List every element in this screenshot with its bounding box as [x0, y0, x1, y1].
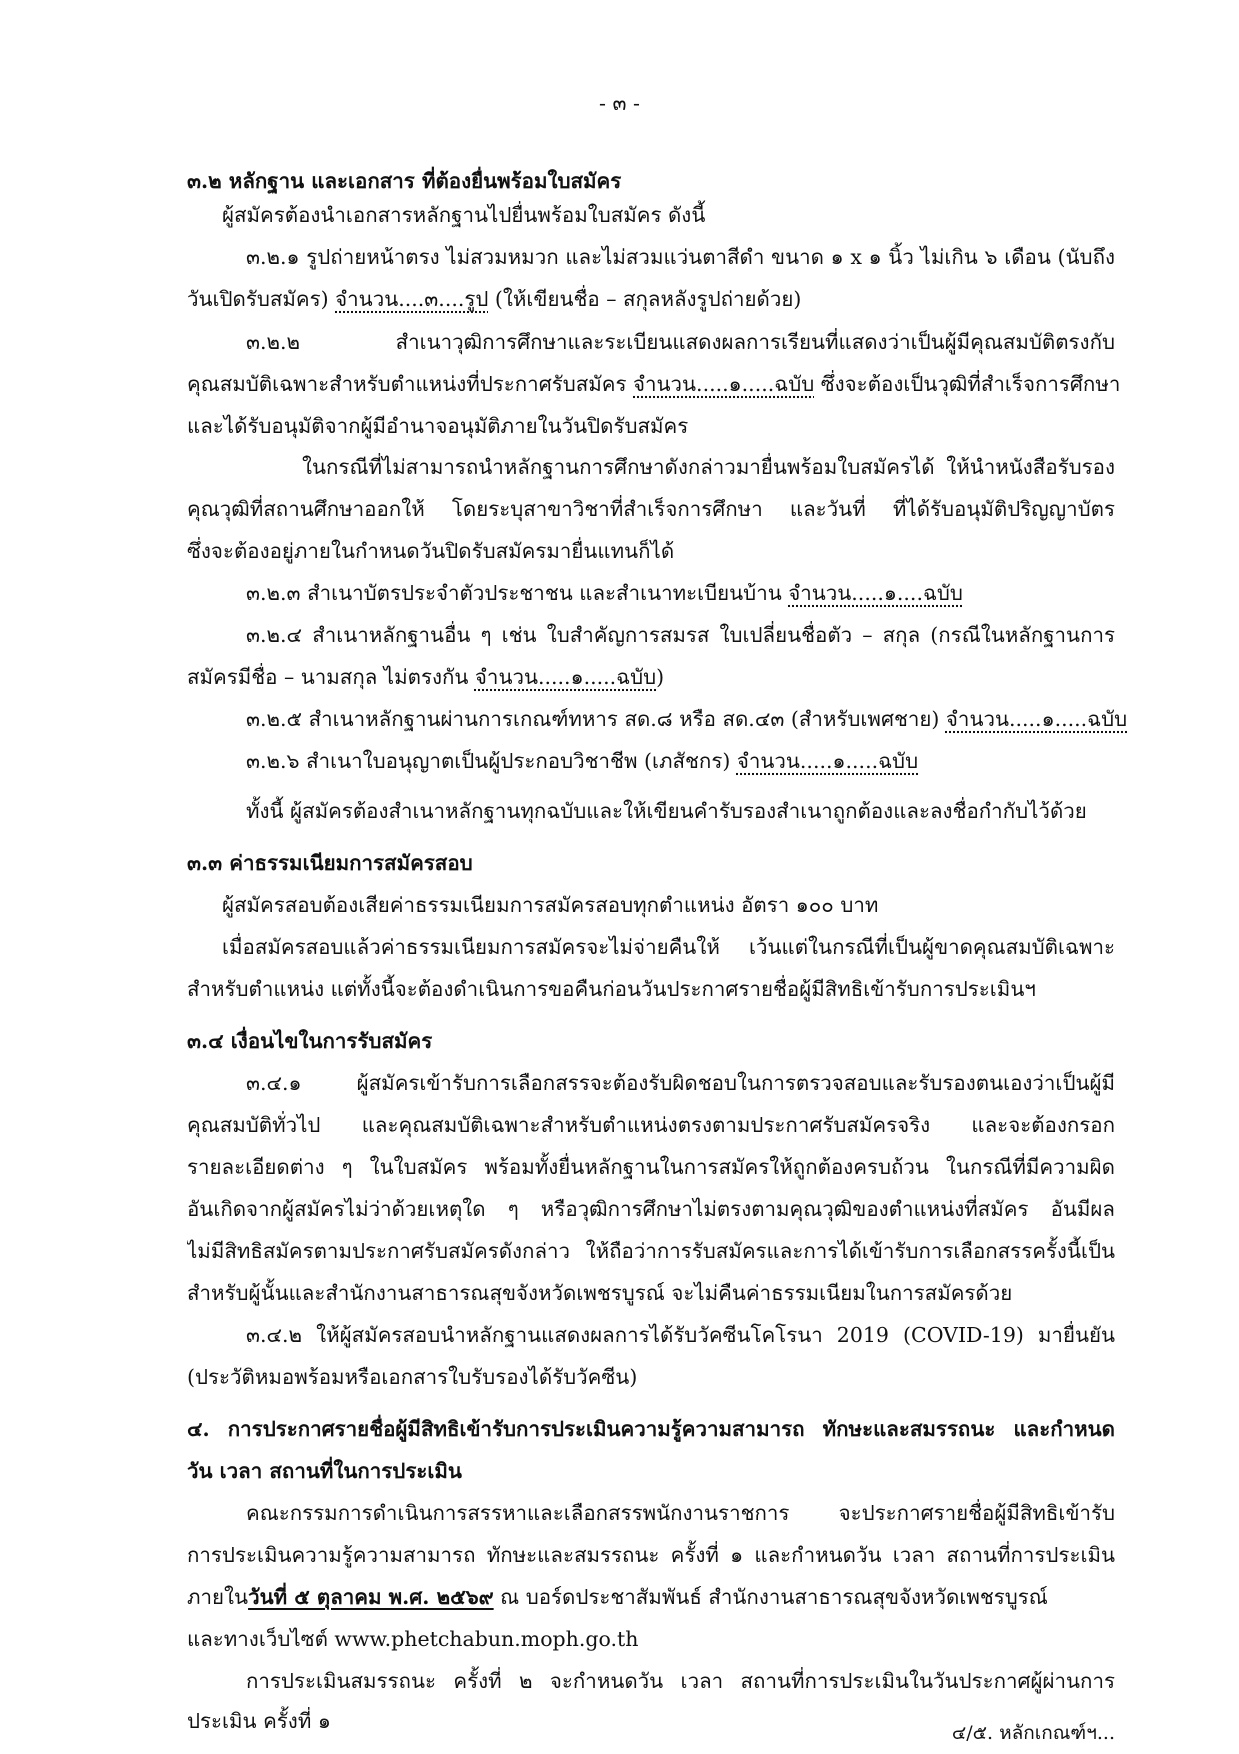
announcement-date: วันที่ ๕ ตุลาคม พ.ศ. ๒๕๖๙ [248, 1585, 494, 1609]
section-3-3-line2: เมื่อสมัครสอบแล้วค่าธรรมเนียมการสมัครจะไม่จ่ายคืนให้ เว้นแต่ในกรณีที่เป็นผู้ขาดคุณสมบัติเฉพาะ [222, 935, 1115, 959]
section-3-3-line1: ผู้สมัครสอบต้องเสียค่าธรรมเนียมการสมัครสอบทุกตำแหน่ง อัตรา ๑๐๐ บาท [222, 893, 879, 917]
other-docs-count: จำนวน.....๑.....ฉบับ [474, 665, 657, 689]
section-3-4-line1: ๓.๔.๑ ผู้สมัครเข้ารับการเลือกสรรจะต้องรับผิดชอบในการตรวจสอบและรับรองตนเองว่าเป็นผู้มี [246, 1071, 1115, 1095]
photo-count: จำนวน....๓....รูป [335, 287, 489, 311]
section-3-4-heading: ๓.๔ เงื่อนไขในการรับสมัคร [187, 1029, 433, 1053]
section-3-4-line3: รายละเอียดต่าง ๆ ในใบสมัคร พร้อมทั้งยื่นหลักฐานในการสมัครให้ถูกต้องครบถ้วน ในกรณีที่มีความผิด [187, 1155, 1115, 1179]
license-count: จำนวน.....๑.....ฉบับ [736, 749, 919, 773]
section-3-4-line5: ไม่มีสิทธิสมัครตามประกาศรับสมัครดังกล่าว ให้ถือว่าการรับสมัครและการได้เข้ารับการเลือกสรรครั้งนี้เป็น [187, 1239, 1115, 1263]
item-3-2-2-line4: ในกรณีที่ไม่สามารถนำหลักฐานการศึกษาดังกล่าวมายื่นพร้อมใบสมัครได้ ให้นำหนังสือรับรอง [302, 455, 1115, 479]
page-number: - ๓ - [599, 91, 640, 115]
section-4-p1-line3: ภายในวันที่ ๕ ตุลาคม พ.ศ. ๒๕๖๙ ณ บอร์ดประชาสัมพันธ์ สำนักงานสาธารณสุขจังหวัดเพชรบูรณ์ [187, 1585, 1048, 1609]
military-count: จำนวน.....๑.....ฉบับ [945, 707, 1128, 731]
item-3-2-2-line5: คุณวุฒิที่สถานศึกษาออกให้ โดยระบุสาขาวิชาที่สำเร็จการศึกษา และวันที่ ที่ได้รับอนุมัติปริญญาบัตร [187, 497, 1115, 521]
next-page-marker: ๔/๕. หลักเกณฑ์ฯ... [951, 1722, 1115, 1744]
item-3-2-2-line1: ๓.๒.๒ สำเนาวุฒิการศึกษาและระเบียนแสดงผลการเรียนที่แสดงว่าเป็นผู้มีคุณสมบัติตรงกับ [246, 330, 1115, 354]
section-3-4-line4: อันเกิดจากผู้สมัครไม่ว่าด้วยเหตุใด ๆ หรือวุฒิการศึกษาไม่ตรงตามคุณวุฒิของตำแหน่งที่สมัคร อันมีผล [187, 1197, 1115, 1221]
section-4-p1-line4: และทางเว็บไซต์ www.phetchabun.moph.go.th [187, 1627, 639, 1651]
section-4-p1-line2: การประเมินความรู้ความสามารถ ทักษะและสมรรถนะ ครั้งที่ ๑ และกำหนดวัน เวลา สถานที่การประเมิน [187, 1543, 1115, 1567]
item-3-2-1-line1: ๓.๒.๑ รูปถ่ายหน้าตรง ไม่สวมหมวก และไม่สวมแว่นตาสีดำ ขนาด ๑ x ๑ นิ้ว ไม่เกิน ๖ เดือน (นับถึง [246, 245, 1115, 269]
item-3-2-4-line2: สมัครมีชื่อ – นามสกุล ไม่ตรงกัน จำนวน.....๑.....ฉบับ) [187, 665, 665, 689]
section-3-2-heading: ๓.๒ หลักฐาน และเอกสาร ที่ต้องยื่นพร้อมใบสมัคร [187, 169, 622, 193]
section-3-4-line7: ๓.๔.๒ ให้ผู้สมัครสอบนำหลักฐานแสดงผลการได้รับวัคซีนโคโรนา 2019 (COVID-19) มายื่นยัน [246, 1323, 1115, 1347]
section-4-p2-line1: การประเมินสมรรถนะ ครั้งที่ ๒ จะกำหนดวัน เวลา สถานที่การประเมินในวันประกาศผู้ผ่านการ [246, 1669, 1115, 1693]
transcript-count: จำนวน.....๑.....ฉบับ [633, 372, 815, 396]
section-3-2-note: ทั้งนี้ ผู้สมัครต้องสำเนาหลักฐานทุกฉบับและให้เขียนคำรับรองสำเนาถูกต้องและลงชื่อกำกับไว้ด้วย [246, 799, 1087, 823]
section-4-p2-line2: ประเมิน ครั้งที่ ๑ [187, 1709, 331, 1733]
section-3-4-line6: สำหรับผู้นั้นและสำนักงานสาธารณสุขจังหวัดเพชรบูรณ์ จะไม่คืนค่าธรรมเนียมในการสมัครด้วย [187, 1281, 1013, 1305]
section-3-4-line2: คุณสมบัติทั่วไป และคุณสมบัติเฉพาะสำหรับตำแหน่งตรงตามประกาศรับสมัครจริง และจะต้องกรอก [187, 1113, 1115, 1137]
item-3-2-4-line1: ๓.๒.๔ สำเนาหลักฐานอื่น ๆ เช่น ใบสำคัญการสมรส ใบเปลี่ยนชื่อตัว – สกุล (กรณีในหลักฐานการ [246, 623, 1115, 647]
section-4-p1-line1: คณะกรรมการดำเนินการสรรหาและเลือกสรรพนักงานราชการ จะประกาศรายชื่อผู้มีสิทธิเข้ารับ [246, 1501, 1115, 1525]
section-3-4-line8: (ประวัติหมอพร้อมหรือเอกสารใบรับรองได้รับวัคซีน) [187, 1365, 638, 1389]
section-3-3-heading: ๓.๓ ค่าธรรมเนียมการสมัครสอบ [187, 851, 473, 875]
section-3-3-line3: สำหรับตำแหน่ง แต่ทั้งนี้จะต้องดำเนินการขอคืนก่อนวันประกาศรายชื่อผู้มีสิทธิเข้ารับการประเมินฯ [187, 977, 1036, 1001]
id-card-count: จำนวน.....๑....ฉบับ [788, 581, 963, 605]
item-3-2-3: ๓.๒.๓ สำเนาบัตรประจำตัวประชาชน และสำเนาทะเบียนบ้าน จำนวน.....๑....ฉบับ [246, 581, 963, 605]
item-3-2-2-line3: และได้รับอนุมัติจากผู้มีอำนาจอนุมัติภายในวันปิดรับสมัคร [187, 414, 689, 438]
item-3-2-1-line2: วันเปิดรับสมัคร) จำนวน....๓....รูป (ให้เขียนชื่อ – สกุลหลังรูปถ่ายด้วย) [187, 287, 802, 311]
item-3-2-2-line2: คุณสมบัติเฉพาะสำหรับตำแหน่งที่ประกาศรับสมัคร จำนวน.....๑.....ฉบับ ซึ่งจะต้องเป็นวุฒิที่สำเร็จการศึกษา [187, 372, 1121, 396]
section-4-heading-line1: ๔. การประกาศรายชื่อผู้มีสิทธิเข้ารับการประเมินความรู้ความสามารถ ทักษะและสมรรถนะ และกำหนด [187, 1417, 1115, 1441]
item-3-2-2-line6: ซึ่งจะต้องอยู่ภายในกำหนดวันปิดรับสมัครมายื่นแทนก็ได้ [187, 539, 675, 563]
item-3-2-6: ๓.๒.๖ สำเนาใบอนุญาตเป็นผู้ประกอบวิชาชีพ (เภสัชกร) จำนวน.....๑.....ฉบับ [246, 749, 919, 773]
section-3-2-intro: ผู้สมัครต้องนำเอกสารหลักฐานไปยื่นพร้อมใบสมัคร ดังนี้ [222, 203, 706, 227]
section-4-heading-line2: วัน เวลา สถานที่ในการประเมิน [187, 1459, 462, 1483]
item-3-2-5: ๓.๒.๕ สำเนาหลักฐานผ่านการเกณฑ์ทหาร สด.๘ หรือ สด.๔๓ (สำหรับเพศชาย) จำนวน.....๑.....ฉบับ [246, 707, 1128, 731]
